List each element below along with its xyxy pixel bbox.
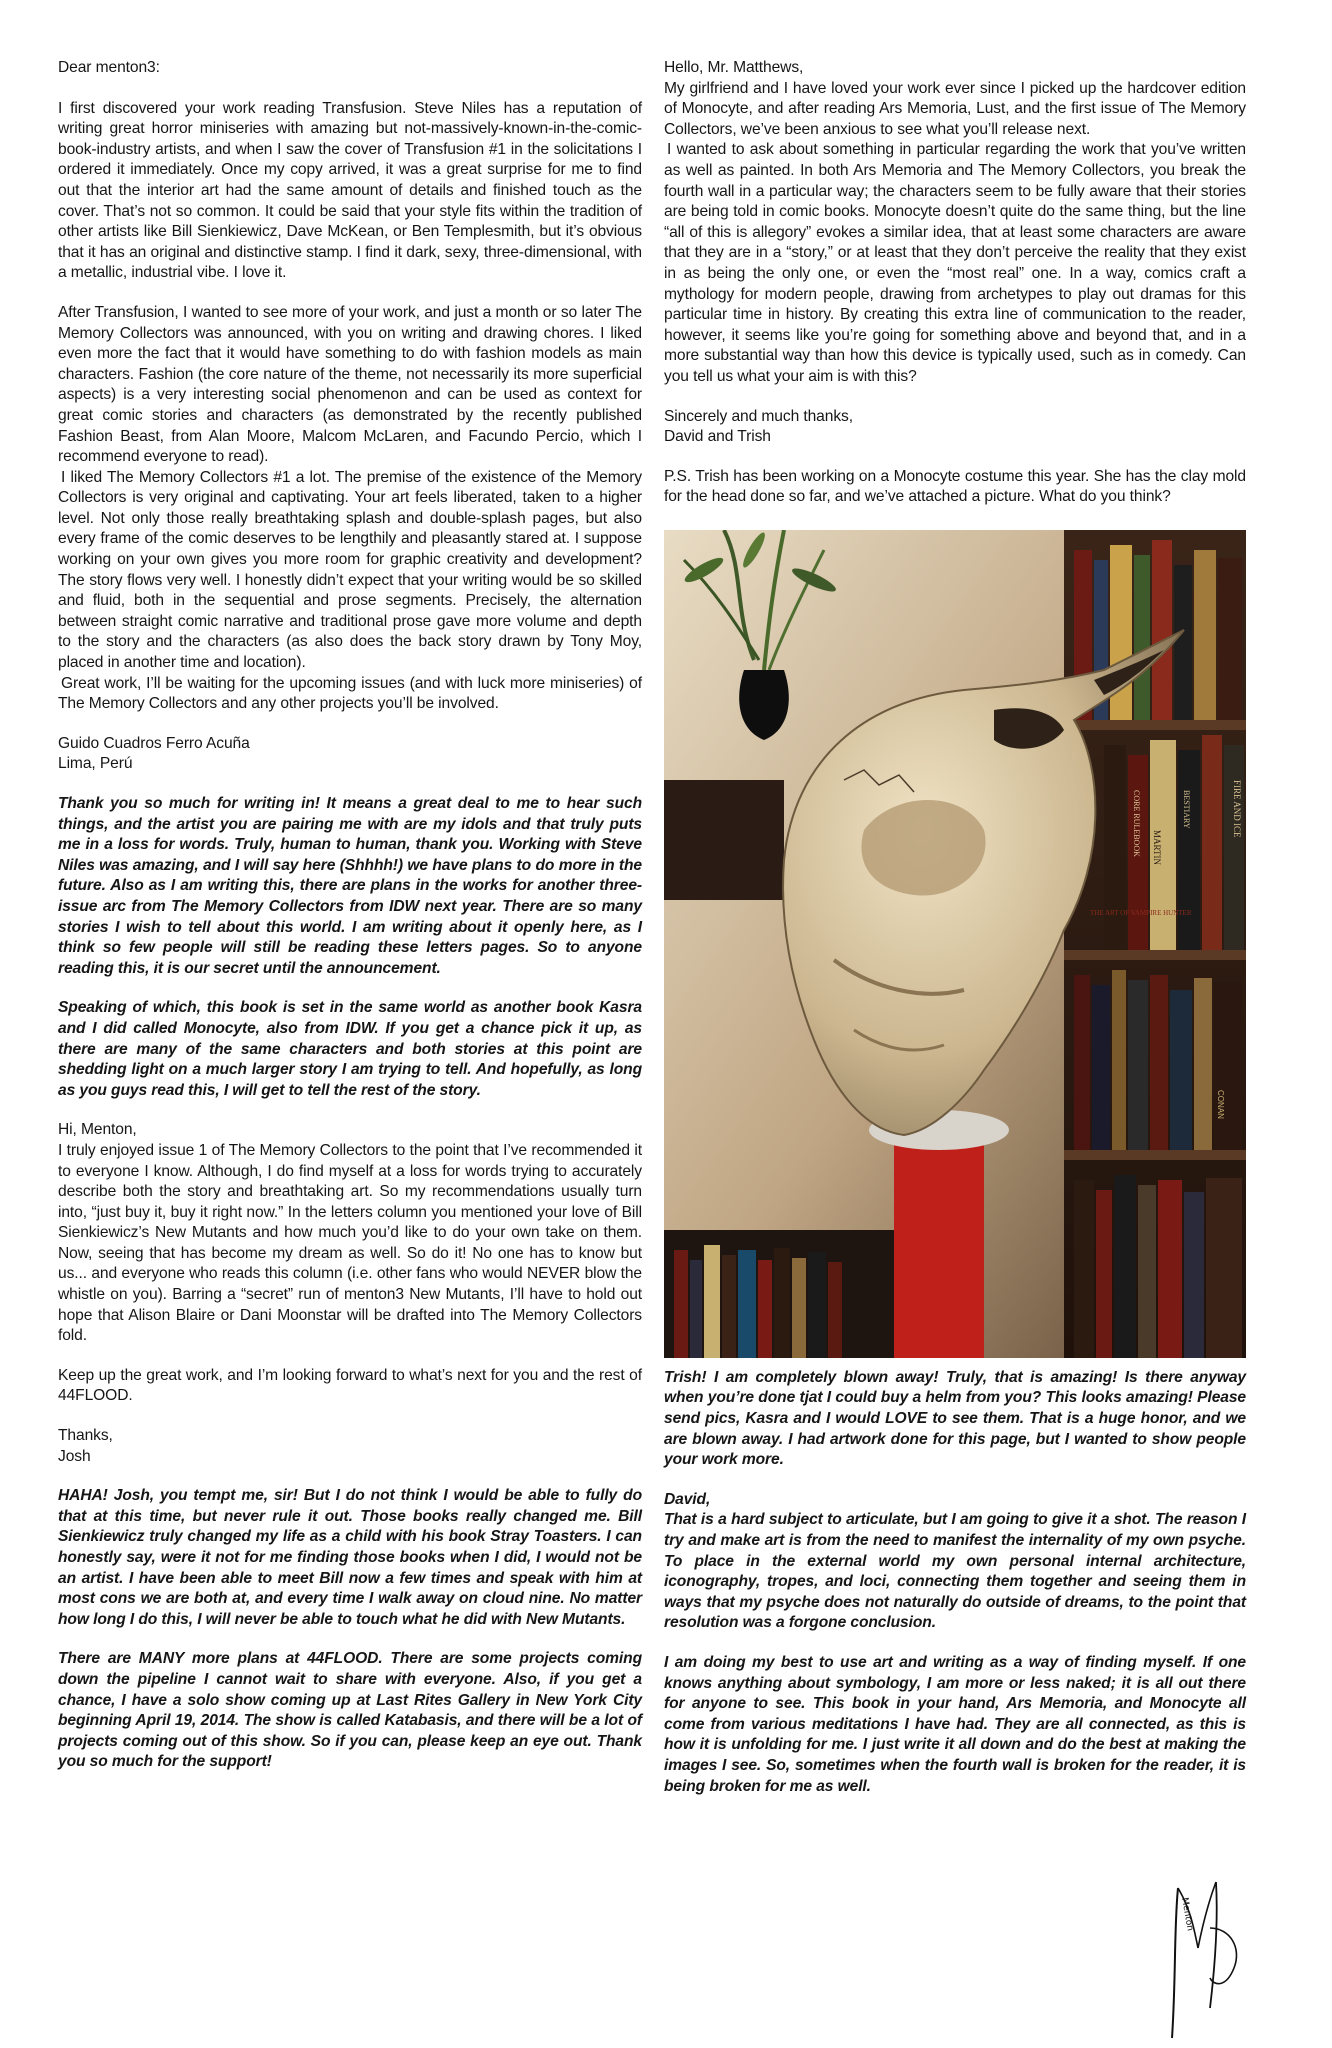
letter2-name: Josh — [58, 1447, 91, 1465]
letter1-salutation: Dear menton3: — [58, 59, 160, 76]
letter1-signature-place: Lima, Perú — [58, 755, 133, 773]
shelf-board — [1064, 1150, 1246, 1160]
reply2-paragraph-2: There are MANY more plans at 44FLOOD. There are some projects coming down the pipeline I cannot wait to share with everyone. Also, if you get a chance, I have a solo show coming up at Last Rites Gallery in New York City beginning April 19, 2014. The show is called Katabasis, and there will be a lot of projects coming out of this show. So if you can, please keep an eye out. Thank you so much for the support! — [58, 1650, 642, 1771]
letter2-paragraph-2: Keep up the great work, and I’m looking forward to what’s next for you and the rest of 44FLOOD. — [58, 1366, 642, 1405]
book-spine-label: MARTIN — [1152, 829, 1162, 865]
shelf-board — [1064, 720, 1246, 730]
book-spine-label: FIRE AND ICE — [1232, 779, 1242, 838]
book-spine-label: CORE RULEBOOK — [1132, 789, 1141, 857]
reply3-paragraph-1: Trish! I am completely blown away! Truly, that is amazing! Is there anyway when you’re done tjat I could buy a helm from you? This looks amazing! Please send pics, Kasra and I would LOVE to see them. That is a huge honor, and we are blown away. I had artwork done for this page, but I wanted to show people your work more. — [664, 1368, 1246, 1469]
letter3-paragraph-1: My girlfriend and I have loved your work ever since I picked up the hardcover edition of Monocyte, and after reading Ars Memoria, Lust, and the first issue of The Memory Collectors, we’ve been anxious to see what you’ll release next. — [664, 79, 1246, 138]
letter2-closing: Thanks, — [58, 1427, 113, 1445]
letter1-paragraph-1: I first discovered your work reading Transfusion. Steve Niles has a reputation of writing great horror miniseries with amazing but not-massively-known-in-the-comic-book-industry artists, and when I saw the cover of Transfusion #1 in the solicitations I ordered it immediately. Once my copy arrived, it was a great surprise for me to find out that the interior art had the same amount of details and finished touch as the cover. That’s not so common. It could be said that your style fits within the tradition of other artists like Bill Sienkiewicz, Dave McKean, or Ben Templesmith, but it’s obvious that it has an original and distinctive stamp. I find it dark, sexy, three-dimensional, with a metallic, industrial vibe. I love it. — [58, 99, 642, 282]
book-spine-label: THE ART OF VAMPIRE HUNTER — [1090, 908, 1192, 917]
letter1-paragraph-3: I liked The Memory Collectors #1 a lot. The premise of the existence of the Memory Collectors is very original and captivating. Your art feels liberated, taken to a higher level. Not only those really breathtaking splash and double-splash pages, but also every frame of the comic deserves to be lengthily and pleasantly stared at. I suppose working on your own gives you more room for graphic creativity and development? The story flows very well. I honestly didn’t expect that your writing would be so skilled and fluid, both in the sequential and prose segments. Precisely, the alternation between straight comic narrative and traditional prose gave more volume and depth to the story and the characters (as also does the back story drawn by Tony Moy, placed in another time and location). — [58, 468, 642, 672]
reply3-greeting: David, — [664, 1490, 711, 1508]
reply1-paragraph-2: Speaking of which, this book is set in the same world as another book Kasra and I did called Monocyte, also from IDW. If you get a chance pick it up, as there are many of the same characters and both stories at this point are shedding light on a much larger story I am trying to tell. And hopefully, as long as you guys read this, I will get to tell the rest of the story. — [58, 999, 642, 1099]
shelf-clutter — [664, 780, 784, 900]
right-column — [664, 58, 1246, 1816]
letter3-salutation: Hello, Mr. Matthews, — [664, 59, 804, 76]
left-column — [58, 58, 642, 1792]
letter1-paragraph-2: After Transfusion, I wanted to see more of your work, and just a month or so later The Memory Collectors was announced, with you on writing and drawing chores. I liked even more the fact that it would have something to do with fashion models as main characters. Fashion (the core nature of the theme, not necessarily its more superficial aspects) is a very interesting social phenomenon and can be used as context for great comic stories and characters (as demonstrated by the recently published Fashion Beast, from Alan Moore, Malcom McLaren, and Facundo Percio, which I recommend everyone to read). — [58, 303, 642, 466]
reply3-paragraph-3: I am doing my best to use art and writing as a way of finding myself. If one knows anything about symbology, I am more or less naked; it is all out there for anyone to see. This book in your hand, Ars Memoria, and Monocyte all come from various meditations I have had. They are all connected, as this is how it is unfolding for me. I just write it all down and do the best at making the images I see. So, sometimes when the fourth wall is broken for the reader, it is being broken for me as well. — [664, 1654, 1246, 1795]
shelf-board — [1064, 950, 1246, 960]
letter3-closing: Sincerely and much thanks, — [664, 407, 853, 425]
letter3-postscript: P.S. Trish has been working on a Monocyte costume this year. She has the clay mold for the head done so far, and we’ve attached a picture. What do you think? — [664, 467, 1246, 506]
book-spine-label: CONAN — [1216, 1089, 1225, 1119]
signature-text: Menton — [1179, 1896, 1195, 1932]
book-spine-label: BESTIARY — [1182, 789, 1191, 829]
letter3-paragraph-2: I wanted to ask about something in particular regarding the work that you’ve written as well as painted. In both Ars Memoria and The Memory Collectors, you break the fourth wall in a particular way; the characters seem to be fully aware that their stories are being told in comic books. Monocyte doesn’t quite do the same thing, but the line “all of this is allegory” evokes a similar idea, that at least some characters are aware that they are in a “story,” or at least that they don’t perceive the reality that they exist in as being the only one, or even the “most real” one. In a way, comics craft a mythology for modern people, drawing from archetypes to play out dramas for this particular time in history. By creating this extra line of communication to the reader, however, it seems like you’re going for something above and beyond that, and in a more substantial way than how this device is typically used, such as in comedy. Can you tell us what your aim is with this? — [664, 141, 1246, 385]
mannequin-stand — [894, 1130, 984, 1358]
letter3-names: David and Trish — [664, 428, 771, 446]
books-left-lower — [674, 1245, 842, 1358]
letter2-paragraph-1: I truly enjoyed issue 1 of The Memory Collectors to the point that I’ve recommended it to everyone I know. Although, I do find myself at a loss for words trying to accurately describe both the story and breathtaking art. So my recommendations usually turn into, “just buy it, buy it right now.” In the letters column you mentioned your love of Bill Sienkiewicz’s New Mutants and how much you’d like to do your own take on them. Now, seeing that has become my dream as well. So do it! No one has to know but us... and everyone who reads this column (i.e. other fans who would NEVER blow the whistle on you). Barring a “secret” run of menton3 New Mutants, I’ll have to hold out hope that Alison Blaire or Dani Moonstar will be drafted into The Memory Collectors fold. — [58, 1141, 642, 1345]
letter2-salutation: Hi, Menton, — [58, 1121, 137, 1139]
reply1-paragraph-1: Thank you so much for writing in! It means a great deal to me to hear such things, and the artist you are pairing me with are my idols and that truly puts me in a loss for words. Truly, human to human, thank you. Working with Steve Niles was amazing, and I will say here (Shhhh!) we have plans to do more in the future. Also as I am writing this, there are plans in the works for another three-issue arc from The Memory Collectors from IDW next year. There are so many stories I wish to tell about this world. I am writing about it openly here, as I think so few people will still be reading these letters pages. So to anyone reading this, it is our secret until the announcement. — [58, 795, 642, 977]
monocyte-mask-photo — [664, 530, 1246, 1358]
mask-photo-illustration — [664, 530, 1246, 1358]
letter1-paragraph-4: Great work, I’ll be waiting for the upcoming issues (and with luck more miniseries) of The Memory Collectors and any other projects you’ll be involved. — [58, 674, 642, 713]
menton-signature — [1160, 1868, 1260, 2048]
reply2-paragraph-1: HAHA! Josh, you tempt me, sir! But I do not think I would be able to fully do that at this time, but never rule it out. Those books really changed me. Bill Sienkiewicz truly changed my life as a child with his book Stray Toasters. I can honestly say, were it not for me finding those books when I did, I would not be an artist. I have been able to meet Bill now a few times and speak with him at most cons we are both at, and every time I walk away on cloud nine. No matter how long I do this, I will never be able to touch what he did with New Mutants. — [58, 1487, 642, 1628]
letter1-signature-name: Guido Cuadros Ferro Acuña — [58, 734, 250, 752]
reply3-paragraph-2: That is a hard subject to articulate, but I am going to give it a shot. The reason I try and make art is from the need to manifest the internality of my own psyche. To place in the external world my own personal internal architecture, iconography, tropes, and loci, connecting them together and seeing them in ways that my psyche does not naturally do outside of dreams, to the point that resolution was a forgone conclusion. — [664, 1511, 1246, 1632]
